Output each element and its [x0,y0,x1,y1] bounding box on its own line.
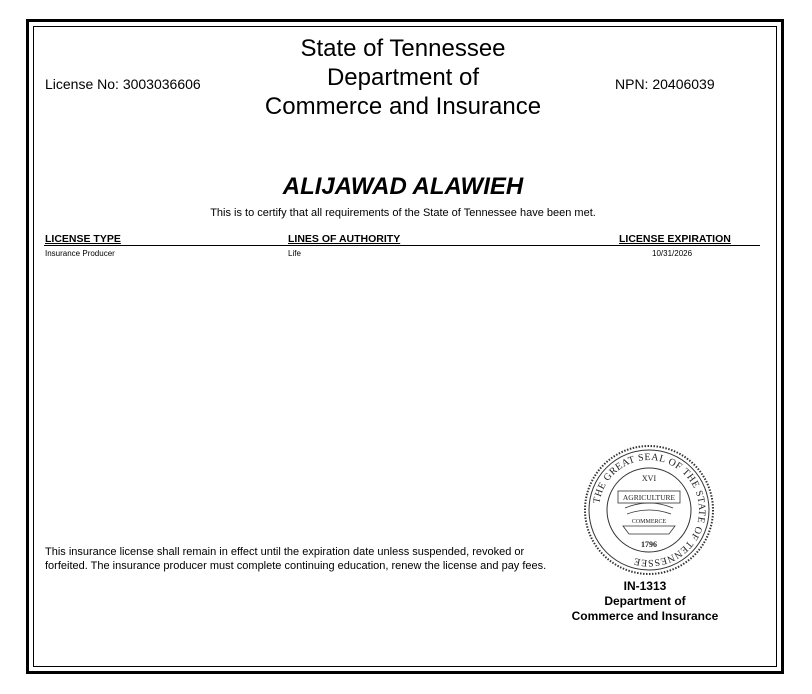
cell-license-type: Insurance Producer [45,249,115,258]
seal-outer-text: THE GREAT SEAL OF THE STATE OF TENNESSEE [591,451,708,569]
license-holder-name: ALIJAWAD ALAWIEH [282,173,524,200]
seal-numeral: XVI [641,474,657,483]
form-id: IN-1313 [623,579,667,593]
form-department-1: Department of [604,594,686,608]
license-number: License No: 3003036606 [45,76,201,92]
header-lines-of-authority: LINES OF AUTHORITY [288,233,401,245]
seal-agriculture: AGRICULTURE [622,493,676,502]
seal-year: 1796 [641,540,657,549]
form-department-2: Commerce and Insurance [571,609,719,623]
state-title: State of Tennessee [300,35,506,62]
header-license-type: LICENSE TYPE [45,233,121,245]
header-license-expiration: LICENSE EXPIRATION [619,233,731,245]
form-identifier-block [560,579,730,624]
certification-statement: This is to certify that all requirements of the State of Tennessee have been met. [210,207,596,219]
department-line-1: Department of [326,64,480,91]
note-line-2: forfeited. The insurance producer must complete continuing education, renew the license and pay fees. [45,560,547,572]
cell-expiration-date: 10/31/2026 [652,249,693,258]
license-validity-note [45,545,605,573]
cell-line-of-authority: Life [288,249,301,258]
table-header-rule [44,245,760,246]
npn-number: NPN: 20406039 [615,76,715,92]
seal-commerce: COMMERCE [631,519,667,525]
note-line-1: This insurance license shall remain in effect until the expiration date unless suspended, revoked or [45,546,525,558]
department-line-2: Commerce and Insurance [264,93,542,120]
issuer-title-block [200,34,606,121]
